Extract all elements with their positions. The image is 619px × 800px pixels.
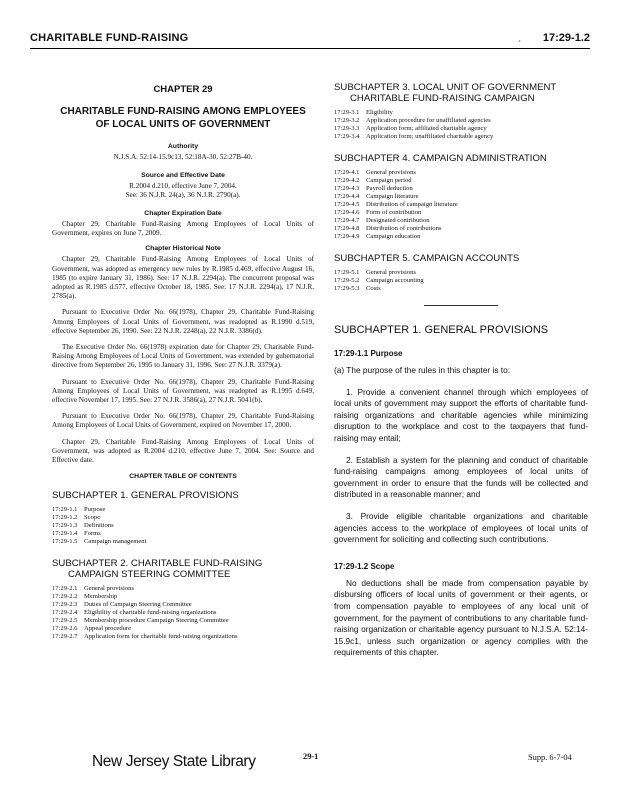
chapter-title: CHARITABLE FUND-RAISING AMONG EMPLOYEES OF LOCAL UNITS OF GOVERNMENT bbox=[60, 106, 306, 130]
toc-item-title: Form of contribution bbox=[366, 209, 422, 216]
toc-item[interactable] bbox=[52, 538, 314, 546]
toc-item-title: Definitions bbox=[84, 522, 114, 530]
right-column bbox=[334, 82, 588, 669]
toc-item-title: Application form for charitable fund-raising organizations bbox=[84, 633, 238, 641]
toc-item[interactable] bbox=[52, 609, 314, 617]
toc-subchapter-1-title: SUBCHAPTER 1. GENERAL PROVISIONS bbox=[52, 490, 239, 502]
toc-subchapter-5-title: SUBCHAPTER 5. CAMPAIGN ACCOUNTS bbox=[334, 253, 520, 264]
expiration-label: Chapter Expiration Date bbox=[144, 210, 222, 217]
supplement-date: Supp. 6-7-04 bbox=[528, 753, 572, 762]
history-paragraph: Pursuant to Executive Order No. 66(1978), Chapter 29, Charitable Fund-Raising Among Employees of Local Units of Government, was readopted as R.1990 d.519, effective September 26, 1990. See: 22 N.J.R. 2248(a), 22 N.J.R. 3386(d). bbox=[52, 308, 314, 335]
toc-item-number: 17:29-2.3 bbox=[52, 601, 78, 609]
header-section-number: 17:29-1.2 bbox=[542, 32, 590, 44]
toc-item[interactable] bbox=[334, 269, 588, 277]
history-paragraph: Pursuant to Executive Order No. 66(1978), Chapter 29, Charitable Fund-Raising Among Employees of Local Units of Government, expired on November 17, 2000. bbox=[52, 412, 314, 430]
toc-item-number: 17:29-5.3 bbox=[334, 285, 360, 292]
toc-item-number: 17:29-1.3 bbox=[52, 522, 78, 530]
toc-item-title: Eligibility of charitable fund-raising organizations bbox=[84, 609, 217, 617]
toc-subchapter-3-title-line-1: SUBCHAPTER 3. LOCAL UNIT OF GOVERNMENT bbox=[334, 82, 557, 93]
toc-item-title: General provisions bbox=[366, 269, 416, 276]
toc-item-title: Purpose bbox=[84, 506, 106, 514]
source-label: Source and Effective Date bbox=[141, 172, 225, 179]
toc-item-number: 17:29-4.9 bbox=[334, 233, 360, 240]
toc-item-number: 17:29-4.6 bbox=[334, 209, 360, 216]
toc-subchapter-1-list bbox=[52, 506, 314, 546]
toc-item-number: 17:29-3.3 bbox=[334, 125, 360, 132]
history-paragraph: Chapter 29, Charitable Fund-Raising Among Employees of Local Units of Government, was adopted as R.2004 d.210, effective June 7, 2004. See: Source and Effective date. bbox=[52, 437, 314, 465]
toc-subchapter-2-title-line-2: CAMPAIGN STEERING COMMITTEE bbox=[68, 569, 231, 581]
toc-item[interactable] bbox=[334, 169, 588, 177]
toc-item-title: Application form; affiliated charitable agency bbox=[366, 125, 487, 132]
toc-item-number: 17:29-4.4 bbox=[334, 193, 360, 200]
toc-item-number: 17:29-4.1 bbox=[334, 169, 360, 176]
history-paragraph: The Executive Order No. 66(1978) expiration date for Chapter 29, Charitable Fund-Raising Among Employees of Local Units of Government, was extended by gubernatorial directive from September 26, 1995 to January 31, 1996. See: 27 N.J.R. 3379(a). bbox=[52, 343, 314, 370]
toc-item-title: Duties of Campaign Steering Committee bbox=[84, 601, 192, 609]
scope-section-label: 17:29-1.2 Scope bbox=[334, 561, 395, 571]
toc-item-number: 17:29-5.2 bbox=[334, 277, 360, 284]
toc-item-title: Distribution of campaign literature bbox=[366, 201, 458, 208]
toc-subchapter-5-list bbox=[334, 269, 588, 293]
authority-text: N.J.S.A. 52:14-15.9c13, 52:18A-30, 52:27B-40. bbox=[113, 153, 253, 161]
running-header bbox=[30, 30, 590, 49]
toc-item[interactable] bbox=[334, 133, 588, 141]
scope-text: No deductions shall be made from compensation payable by disbursing officers of local units of government or their agents, or from compensation payable to employees of any local unit of government, for the payment of contributions to any charitable fund-raising organization or charitable agency pursuant to N.J.S.A. 52:14-15.9c1, unless such organization or agency complies with the requirements of this chapter. bbox=[334, 577, 588, 658]
toc-item[interactable] bbox=[334, 233, 588, 241]
toc-heading: CHAPTER TABLE OF CONTENTS bbox=[129, 473, 237, 481]
toc-item[interactable] bbox=[334, 193, 588, 201]
toc-item-number: 17:29-1.4 bbox=[52, 530, 78, 538]
purpose-intro: (a) The purpose of the rules in this chapter is to: bbox=[334, 365, 511, 375]
toc-item[interactable] bbox=[334, 225, 588, 233]
toc-item-number: 17:29-2.2 bbox=[52, 593, 78, 601]
toc-item[interactable] bbox=[52, 617, 314, 625]
toc-item[interactable] bbox=[334, 117, 588, 125]
toc-item-number: 17:29-1.5 bbox=[52, 538, 78, 546]
toc-item-number: 17:29-5.1 bbox=[334, 269, 360, 276]
toc-item[interactable] bbox=[52, 593, 314, 601]
history-paragraph: Pursuant to Executive Order No. 66(1978), Chapter 29, Charitable Fund-Raising Among Employees of Local Units of Government, was readopted as R.1995 d.649, effective November 17, 1995. See: 27 N.J.R. 3586(a), 27 N.J.R. 5041(b). bbox=[52, 377, 314, 405]
toc-item[interactable] bbox=[52, 633, 314, 641]
toc-item-number: 17:29-3.2 bbox=[334, 117, 360, 124]
toc-item-number: 17:29-1.2 bbox=[52, 514, 78, 522]
toc-item-number: 17:29-4.3 bbox=[334, 185, 360, 192]
toc-item-title: General provisions bbox=[366, 169, 416, 176]
history-label: Chapter Historical Note bbox=[145, 245, 221, 253]
left-column bbox=[52, 78, 314, 653]
toc-item-title: Appeal procedure bbox=[84, 625, 132, 633]
toc-item-number: 17:29-4.8 bbox=[334, 225, 360, 232]
toc-item-title: Designated contribution bbox=[366, 217, 430, 224]
toc-item[interactable] bbox=[52, 530, 314, 538]
toc-item-title: Costs bbox=[366, 285, 381, 292]
toc-subchapter-3-title bbox=[334, 82, 588, 104]
toc-subchapter-3-title-line-2: CHARITABLE FUND-RAISING CAMPAIGN bbox=[350, 93, 535, 104]
toc-item[interactable] bbox=[52, 506, 314, 514]
history-paragraph: Chapter 29, Charitable Fund-Raising Among Employees of Local Units of Government, was adopted as emergency new rules by R.1985 d.469, effective August 16, 1985 (to expire January 31, 1986). See: 17 N.J.R. 2294(a). The concurrent proposal was adopted as R.1985 d.577, effective October 18, 1985. See: 17 N.J.R. 2294(a), 17 N.J.R. 2785(a). bbox=[52, 255, 314, 301]
toc-subchapter-4-title: SUBCHAPTER 4. CAMPAIGN ADMINISTRATION bbox=[334, 153, 547, 164]
toc-subchapter-4-list bbox=[334, 169, 588, 241]
toc-item-number: 17:29-1.1 bbox=[52, 506, 78, 514]
toc-item-title: Scope bbox=[84, 514, 101, 522]
toc-item[interactable] bbox=[334, 125, 588, 133]
toc-item[interactable] bbox=[334, 109, 588, 117]
toc-item[interactable] bbox=[334, 277, 588, 285]
header-title: CHARITABLE FUND-RAISING bbox=[30, 32, 189, 44]
toc-item-number: 17:29-2.6 bbox=[52, 625, 78, 633]
toc-item-title: Eligibility bbox=[366, 109, 393, 116]
toc-item[interactable] bbox=[334, 285, 588, 293]
toc-item-title: Application form; unaffiliated charitable agency bbox=[366, 133, 494, 140]
toc-item-title: Distribution of contributions bbox=[366, 225, 442, 232]
page-number: 29-1 bbox=[303, 752, 319, 761]
header-mark: ˌ bbox=[518, 31, 522, 43]
toc-item[interactable] bbox=[52, 585, 314, 593]
toc-item[interactable] bbox=[52, 522, 314, 530]
chapter-number: CHAPTER 29 bbox=[153, 84, 213, 95]
toc-item-number: 17:29-2.1 bbox=[52, 585, 78, 593]
toc-item-number: 17:29-2.7 bbox=[52, 633, 78, 641]
toc-item-number: 17:29-4.7 bbox=[334, 217, 360, 224]
toc-item-number: 17:29-4.5 bbox=[334, 201, 360, 208]
toc-item[interactable] bbox=[334, 177, 588, 185]
source-line-1: R.2004 d.210, effective June 7, 2004. bbox=[129, 182, 237, 190]
toc-item-number: 17:29-3.4 bbox=[334, 133, 360, 140]
purpose-item: 1. Provide a convenient channel through which employees of local units of government may support the efforts of charitable fund-raising organizations and charitable agencies while minimizing disruption to the workplace and cost to the taxpayers that fund-raising may entail; bbox=[334, 386, 588, 443]
toc-item-title: Campaign management bbox=[84, 538, 147, 546]
toc-item-number: 17:29-4.2 bbox=[334, 177, 360, 184]
toc-item-number: 17:29-2.5 bbox=[52, 617, 78, 625]
subchapter-1-heading: SUBCHAPTER 1. GENERAL PROVISIONS bbox=[334, 324, 549, 336]
expiration-text: Chapter 29, Charitable Fund-Raising Among Employees of Local Units of Government, expires on June 7, 2009. bbox=[52, 220, 314, 238]
purpose-item: 2. Establish a system for the planning and conduct of charitable fund-raising campaigns among employees of local units of government in order to ensure that the funds will be collected and distributed in a reasonable manner; and bbox=[334, 454, 588, 500]
toc-item[interactable] bbox=[52, 514, 314, 522]
toc-subchapter-3-list bbox=[334, 109, 588, 141]
toc-item-number: 17:29-3.1 bbox=[334, 109, 360, 116]
toc-item-number: 17:29-2.4 bbox=[52, 609, 78, 617]
library-watermark: New Jersey State Library bbox=[92, 753, 256, 770]
toc-item[interactable] bbox=[334, 201, 588, 209]
purpose-item: 3. Provide eligible charitable organizations and charitable agencies access to the workplace of employees of local units of government for soliciting and collecting such contributions. bbox=[334, 510, 588, 545]
toc-item-title: Application procedure for unaffiliated agencies bbox=[366, 117, 491, 124]
toc-item[interactable] bbox=[334, 209, 588, 217]
source-line-2: See: 36 N.J.R. 24(a), 36 N.J.R. 2790(a). bbox=[125, 191, 241, 199]
authority-label: Authority bbox=[167, 143, 199, 150]
toc-subchapter-2-title-line-1: SUBCHAPTER 2. CHARITABLE FUND-RAISING bbox=[52, 558, 263, 570]
toc-item-title: Membership procedure Campaign Steering Committee bbox=[84, 617, 229, 625]
toc-subchapter-2-title bbox=[52, 558, 314, 580]
purpose-section-label: 17:29-1.1 Purpose bbox=[334, 349, 403, 358]
toc-item-title: Membership bbox=[84, 593, 118, 601]
toc-item-title: Campaign literature bbox=[366, 193, 419, 200]
toc-item-title: General provisions bbox=[84, 585, 134, 593]
toc-item[interactable] bbox=[52, 625, 314, 633]
toc-item-title: Payroll deduction bbox=[366, 185, 413, 192]
toc-item-title: Campaign accounting bbox=[366, 277, 424, 284]
toc-item-title: Campaign period bbox=[366, 177, 412, 184]
section-divider bbox=[424, 305, 498, 306]
toc-item[interactable] bbox=[52, 601, 314, 609]
toc-item-title: Forms bbox=[84, 530, 101, 538]
toc-item[interactable] bbox=[334, 185, 588, 193]
toc-subchapter-2-list bbox=[52, 585, 314, 641]
toc-item-title: Campaign education bbox=[366, 233, 421, 240]
toc-item[interactable] bbox=[334, 217, 588, 225]
